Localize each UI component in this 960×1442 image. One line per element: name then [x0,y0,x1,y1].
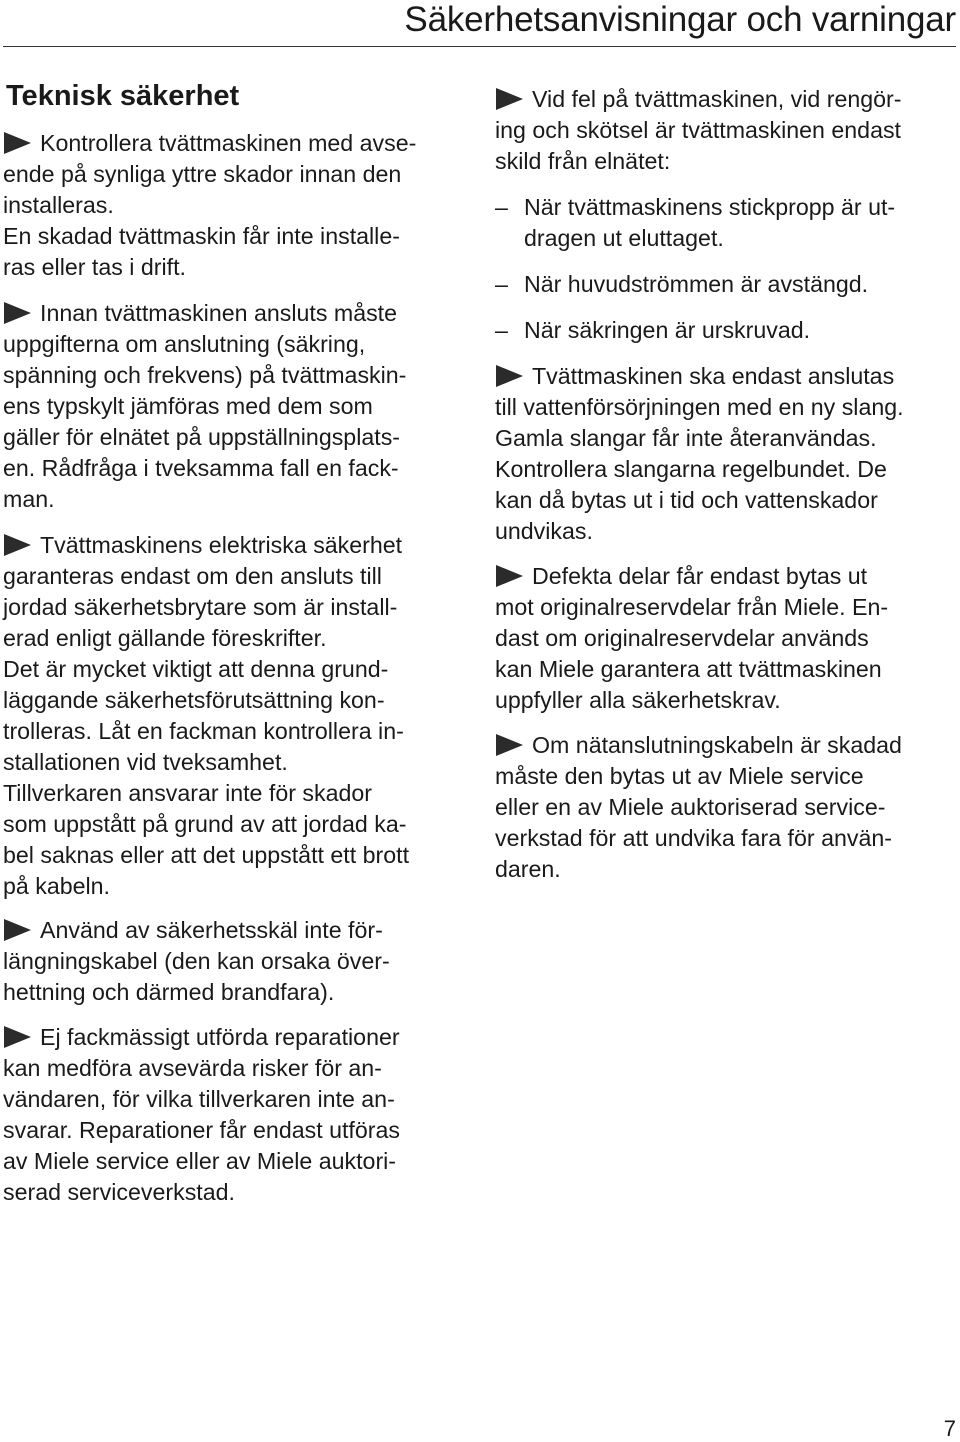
text-line: man. [3,486,55,512]
text-line: installeras. [3,192,114,218]
text-line: Tvättmaskinen ska endast anslutas [495,361,957,392]
text-line: dragen ut eluttaget. [524,225,724,251]
dash-bullet: – [495,271,508,297]
bullet-arrow-icon [4,132,31,154]
bullet-arrow-icon [4,919,31,941]
text-line: Kontrollera slangarna regelbundet. De [495,456,887,482]
text-line: Defekta delar får endast bytas ut [495,561,957,592]
text-line: ras eller tas i drift. [3,254,186,280]
paragraph-mains-cable [495,730,957,885]
text-line: verkstad för att undvika fara för använ- [495,825,892,851]
text-line: längningskabel (den kan orsaka över- [3,948,390,974]
page-number: 7 [943,1416,956,1441]
text-line: uppfyller alla säkerhetskrav. [495,687,781,713]
dash-bullet: – [495,317,508,343]
text-line: som uppstått på grund av att jordad ka- [3,811,407,837]
text-line: kan medföra avsevärda risker för an- [3,1055,382,1081]
section-heading: Teknisk säkerhet [6,80,240,112]
text-line: Kontrollera tvättmaskinen med avse- [3,128,473,159]
bullet-arrow-icon [496,365,523,387]
text-line: bel saknas eller att det uppstått ett brott [3,842,410,868]
text-line: vändaren, för vilka tillverkaren inte an- [3,1086,395,1112]
text-line: ing och skötsel är tvättmaskinen endast [495,117,901,143]
paragraph-electrical-safety [3,530,473,902]
text-line: Tillverkaren ansvarar inte för skador [3,780,372,806]
text-line: Vid fel på tvättmaskinen, vid rengör- [495,84,957,115]
text-line: kan Miele garantera att tvättmaskinen [495,656,882,682]
dash-item-text [524,315,810,346]
text-line: på kabeln. [3,873,111,899]
text-line: När huvudströmmen är avstängd. [524,271,869,297]
text-line: eller en av Miele auktoriserad service- [495,794,886,820]
paragraph-rating-plate [3,298,473,515]
bullet-arrow-icon [4,1026,31,1048]
text-line: Gamla slangar får inte återanvändas. [495,425,877,451]
text-line: daren. [495,856,561,882]
text-line: Innan tvättmaskinen ansluts måste [3,298,473,329]
paragraph-spare-parts [495,561,957,716]
text-line: trolleras. Låt en fackman kontrollera in- [3,718,404,744]
text-line: läggande säkerhetsförutsättning kon- [3,687,385,713]
text-line: svarar. Reparationer får endast utföras [3,1117,400,1143]
text-line: Om nätanslutningskabeln är skadad [495,730,957,761]
text-line: Det är mycket viktigt att denna grund- [3,656,389,682]
text-line: måste den bytas ut av Miele service [495,763,864,789]
text-line: gäller för elnätet på uppställningsplats- [3,424,401,450]
paragraph-extension-cable [3,915,473,1008]
bullet-arrow-icon [496,88,523,110]
text-line: spänning och frekvens) på tvättmaskin- [3,362,407,388]
text-line: av Miele service eller av Miele auktori- [3,1148,397,1174]
dash-item-text [524,269,868,300]
text-line: dast om originalreservdelar används [495,625,869,651]
text-line: Använd av säkerhetsskäl inte för- [3,915,473,946]
text-line: erad enligt gällande föreskrifter. [3,625,327,651]
bullet-arrow-icon [496,734,523,756]
page-header [0,0,960,50]
text-line: kan då bytas ut i tid och vattenskador [495,487,878,513]
text-line: undvikas. [495,518,593,544]
paragraph-inspect-damage [3,128,473,283]
text-line: skild från elnätet: [495,148,671,174]
header-rule [3,46,956,47]
text-line: När tvättmaskinens stickpropp är ut- [524,194,896,220]
page-title: Säkerhetsanvisningar och varningar [404,0,956,39]
bullet-arrow-icon [4,302,31,324]
text-line: uppgifterna om anslutning (säkring, [3,331,366,357]
text-line: hettning och därmed brandfara). [3,979,335,1005]
dash-bullet: – [495,194,508,220]
text-line: mot originalreservdelar från Miele. En- [495,594,889,620]
text-line: När säkringen är urskruvad. [524,317,811,343]
text-line: till vattenförsörjningen med en ny slang. [495,394,904,420]
text-line: ende på synliga yttre skador innan den [3,161,402,187]
text-line: En skadad tvättmaskin får inte installe- [3,223,400,249]
paragraph-disconnect-mains [495,84,957,177]
text-line: serad serviceverkstad. [3,1179,235,1205]
paragraph-repairs [3,1022,473,1208]
bullet-arrow-icon [496,565,523,587]
text-line: en. Rådfråga i tveksamma fall en fack- [3,455,399,481]
text-line: Tvättmaskinens elektriska säkerhet [3,530,473,561]
text-line: ens typskylt jämföras med dem som [3,393,373,419]
text-line: stallationen vid tveksamhet. [3,749,288,775]
text-line: jordad säkerhetsbrytare som är install- [3,594,398,620]
bullet-arrow-icon [4,534,31,556]
text-line: garanteras endast om den ansluts till [3,563,382,589]
dash-item-text [524,192,895,254]
text-line: Ej fackmässigt utförda reparationer [3,1022,473,1053]
paragraph-water-hose [495,361,957,547]
